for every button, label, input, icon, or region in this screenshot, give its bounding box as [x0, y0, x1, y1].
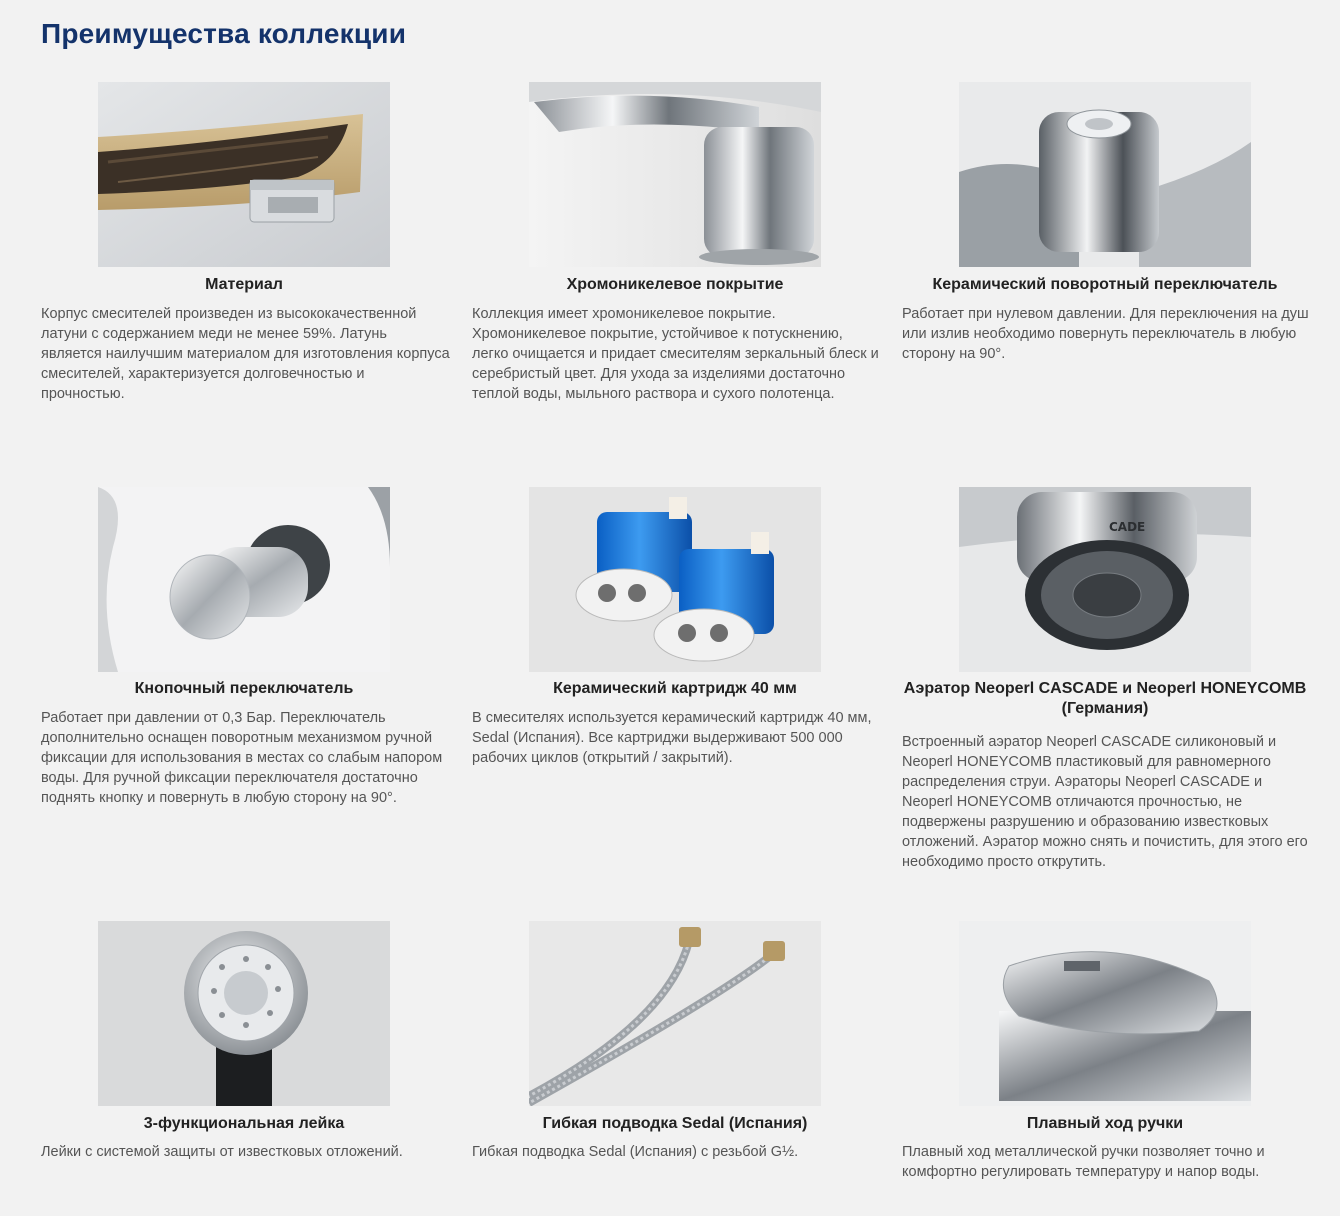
card-desc-push-switch: Работает при давлении от 0,3 Бар. Переключатель дополнительно оснащен поворотным механизмом ручной фиксации для использования в местах со слабым напором воды. Для ручной фиксации переключателя достаточно поднять кнопку и повернуть в любую сторону на 90°. — [41, 710, 443, 806]
card-title-chrome: Хромоникелевое покрытие — [566, 276, 784, 293]
card-desc-cartridge: В смесителях используется керамический картридж 40 мм, Sedal (Испания). Все картриджи выдерживают 500 000 рабочих циклов (открытий / закрытий). — [472, 710, 872, 766]
card-title-hand-shower: 3-функциональная лейка — [143, 1115, 345, 1132]
card-title-handle: Плавный ход ручки — [1026, 1115, 1184, 1132]
card-title-rotary: Керамический поворотный переключатель — [932, 276, 1278, 293]
card-title-material: Материал — [205, 276, 283, 293]
card-desc-rotary: Работает при нулевом давлении. Для переключения на душ или излив необходимо повернуть переключатель в любую сторону на 90°. — [902, 306, 1309, 362]
card-title-hose: Гибкая подводка Sedal (Испания) — [542, 1115, 808, 1132]
card-desc-aerator: Встроенный аэратор Neoperl CASCADE силиконовый и Neoperl HONEYCOMB пластиковый для равномерного распределения струи. Аэраторы Neoperl CASCADE и Neoperl HONEYCOMB отличаются прочностью, не подвержены разрушению и образованию известковых отложений. Аэратор можно снять и почистить, для этого его необходимо просто открутить. — [902, 734, 1308, 870]
card-title-push-switch: Кнопочный переключатель — [134, 680, 354, 697]
faucet-handle-image — [959, 921, 1251, 1106]
card-desc-hose: Гибкая подводка Sedal (Испания) с резьбой G½. — [472, 1144, 799, 1160]
aerator-brand-label: CADE — [1109, 520, 1146, 534]
page-title: Преимущества коллекции — [41, 18, 407, 49]
card-desc-chrome: Коллекция имеет хромоникелевое покрытие. Хромоникелевое покрытие, устойчивое к потускнению, легко очищается и придает смесителям зеркальный блеск и серебристый цвет. Для ухода за изделиями достаточно теплой воды, мыльного раствора и сухого полотенца. — [472, 306, 879, 402]
push-button-switch-image — [98, 487, 390, 672]
card-title-aerator: Аэратор Neoperl CASCADE и Neoperl HONEYCOMB (Германия) — [903, 680, 1307, 717]
card-title-cartridge: Керамический картридж 40 мм — [553, 680, 797, 697]
chrome-faucet-image — [529, 82, 821, 267]
card-desc-hand-shower: Лейки с системой защиты от известковых отложений. — [41, 1144, 403, 1160]
aerator-image — [959, 487, 1251, 672]
hand-shower-image — [98, 921, 390, 1106]
flexible-hose-image — [529, 921, 821, 1106]
ceramic-cartridge-image — [529, 487, 821, 672]
card-desc-material: Корпус смесителей произведен из высококачественной латуни с содержанием меди не менее 59%. Латунь является наилучшим материалом для изготовления корпуса смесителей, характеризуется долговечностью и прочностью. — [41, 306, 450, 402]
brass-cross-section-image — [98, 82, 390, 267]
rotary-switch-image — [959, 82, 1251, 267]
card-desc-handle: Плавный ход металлической ручки позволяет точно и комфортно регулировать температуру и напор воды. — [902, 1144, 1265, 1180]
